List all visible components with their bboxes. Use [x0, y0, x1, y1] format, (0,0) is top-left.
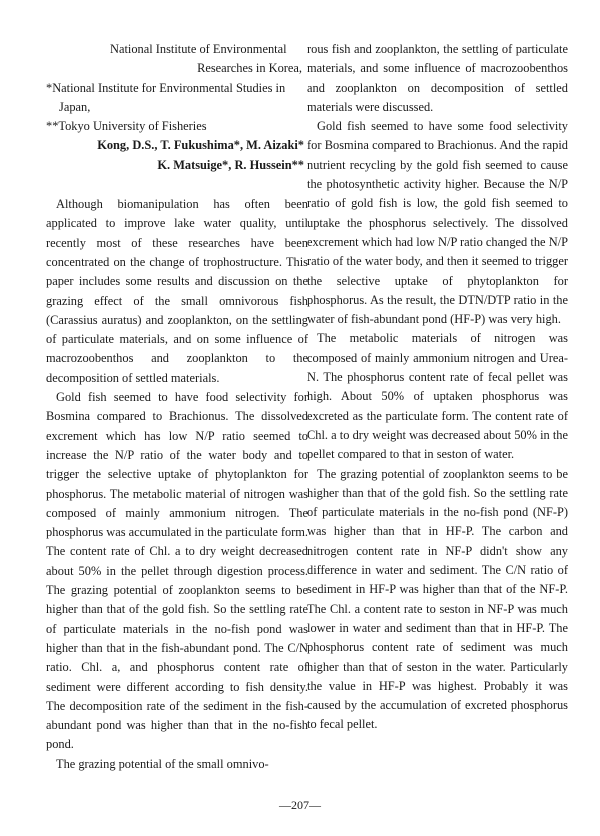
author-line: K. Matsuige*, R. Hussein**	[157, 157, 304, 172]
page-number: —207—	[279, 798, 321, 812]
body-paragraph: The grazing potential of the small omnivo-	[56, 756, 269, 771]
affiliation-line: Japan,	[59, 99, 91, 114]
affiliation-line: Researches in Korea,	[197, 61, 302, 76]
body-paragraph: The metabolic materials of nitrogen was composed of mainly ammonium nitrogen and Urea-N. The phosphorus content rate of fecal pellet was high. About 50% of uptaken phosphorus was excreted as the particulate form. The content rate of Chl. a to dry weight was decreased about 50% in the pellet compared to that in seston of water.	[307, 331, 568, 462]
affiliation-line: National Institute of Environmental	[110, 42, 287, 56]
right-column	[307, 40, 568, 735]
spacer	[46, 175, 308, 195]
author-line: Kong, D.S., T. Fukushima*, M. Aizaki*	[97, 138, 304, 153]
body-paragraph: rous fish and zooplankton, the settling of particulate materials, and some influence of macrozoobenthos and zooplankton on decomposition of settled materials were discussed.	[307, 42, 568, 114]
left-column	[46, 40, 308, 774]
body-paragraph: The grazing potential of zooplankton seems to be higher than that of the gold fish. So the settling rate of particulate materials in the no-fish pond (NF-P) was higher than that in HF-P. The carbon and nitrogen content rate in NF-P didn't show any difference in water and sediment. The C/N ratio of sediment in HF-P was higher than that of the NF-P. The Chl. a content rate to seston in NF-P was much lower in water and sediment than that in HF-P. The phosphorus content rate of sediment was much higher than that of seston in the water. Particularly the value in HF-P was highest. Probably it was caused by the accumulation of excreted phosphorus to fecal pellet.	[307, 466, 568, 732]
affiliation-line: **Tokyo University of Fisheries	[46, 119, 207, 134]
body-paragraph: Gold fish seemed to have some food selectivity for Bosmina compared to Brachionus. And the rapid nutrient recycling by the gold fish seemed to cause the photosynthetic activity higher. Because the N/P ratio of gold fish is low, the gold fish seemed to uptake the phosphorus selectively. The dissolved excrement which had low N/P ratio changed the N/P ratio of the water body, and then it seemed to trigger the selective uptake of phytoplankton for phosphorus. As the result, the DTN/DTP ratio in the water of fish-abundant pond (HF-P) was very high.	[307, 119, 568, 327]
body-paragraph: Gold fish seemed to have food selectivity for Bosmina compared to Brachionus. The dissolved excrement which has low N/P ratio seemed to increase the N/P ratio of the water body and to trigger the selective uptake of phytoplankton for phosphorus. The metabolic material of nitrogen was composed of mainly ammonium nitrogen. The phosphorus was accumulated in the particulate form. The content rate of Chl. a to dry weight decreased about 50% in the pellet through digestion process. The grazing potential of zooplankton seems to be higher than that of the gold fish. So the settling rate of particulate materials in the no-fish pond was higher than that in the fish-abundant pond. The C/N ratio. Chl. a, and phosphorus content rate of sediment were different according to fish density. The decomposition rate of the sediment in the fish-abundant pond was higher than that in the no-fish pond.	[46, 390, 308, 752]
body-paragraph: Although biomanipulation has often been applicated to improve lake water quality, until recently most of these researches have been concentrated on the change of trophostructure. This paper includes some results and discussion on the grazing effect of the small omnivorous fish (Carassius auratus) and zooplankton, on the settling of particulate materials, and on some influence of macrozoobenthos and zooplankton to the decomposition of settled materials.	[46, 197, 308, 385]
affiliation-line: *National Institute for Environmental Studies in	[46, 80, 286, 95]
